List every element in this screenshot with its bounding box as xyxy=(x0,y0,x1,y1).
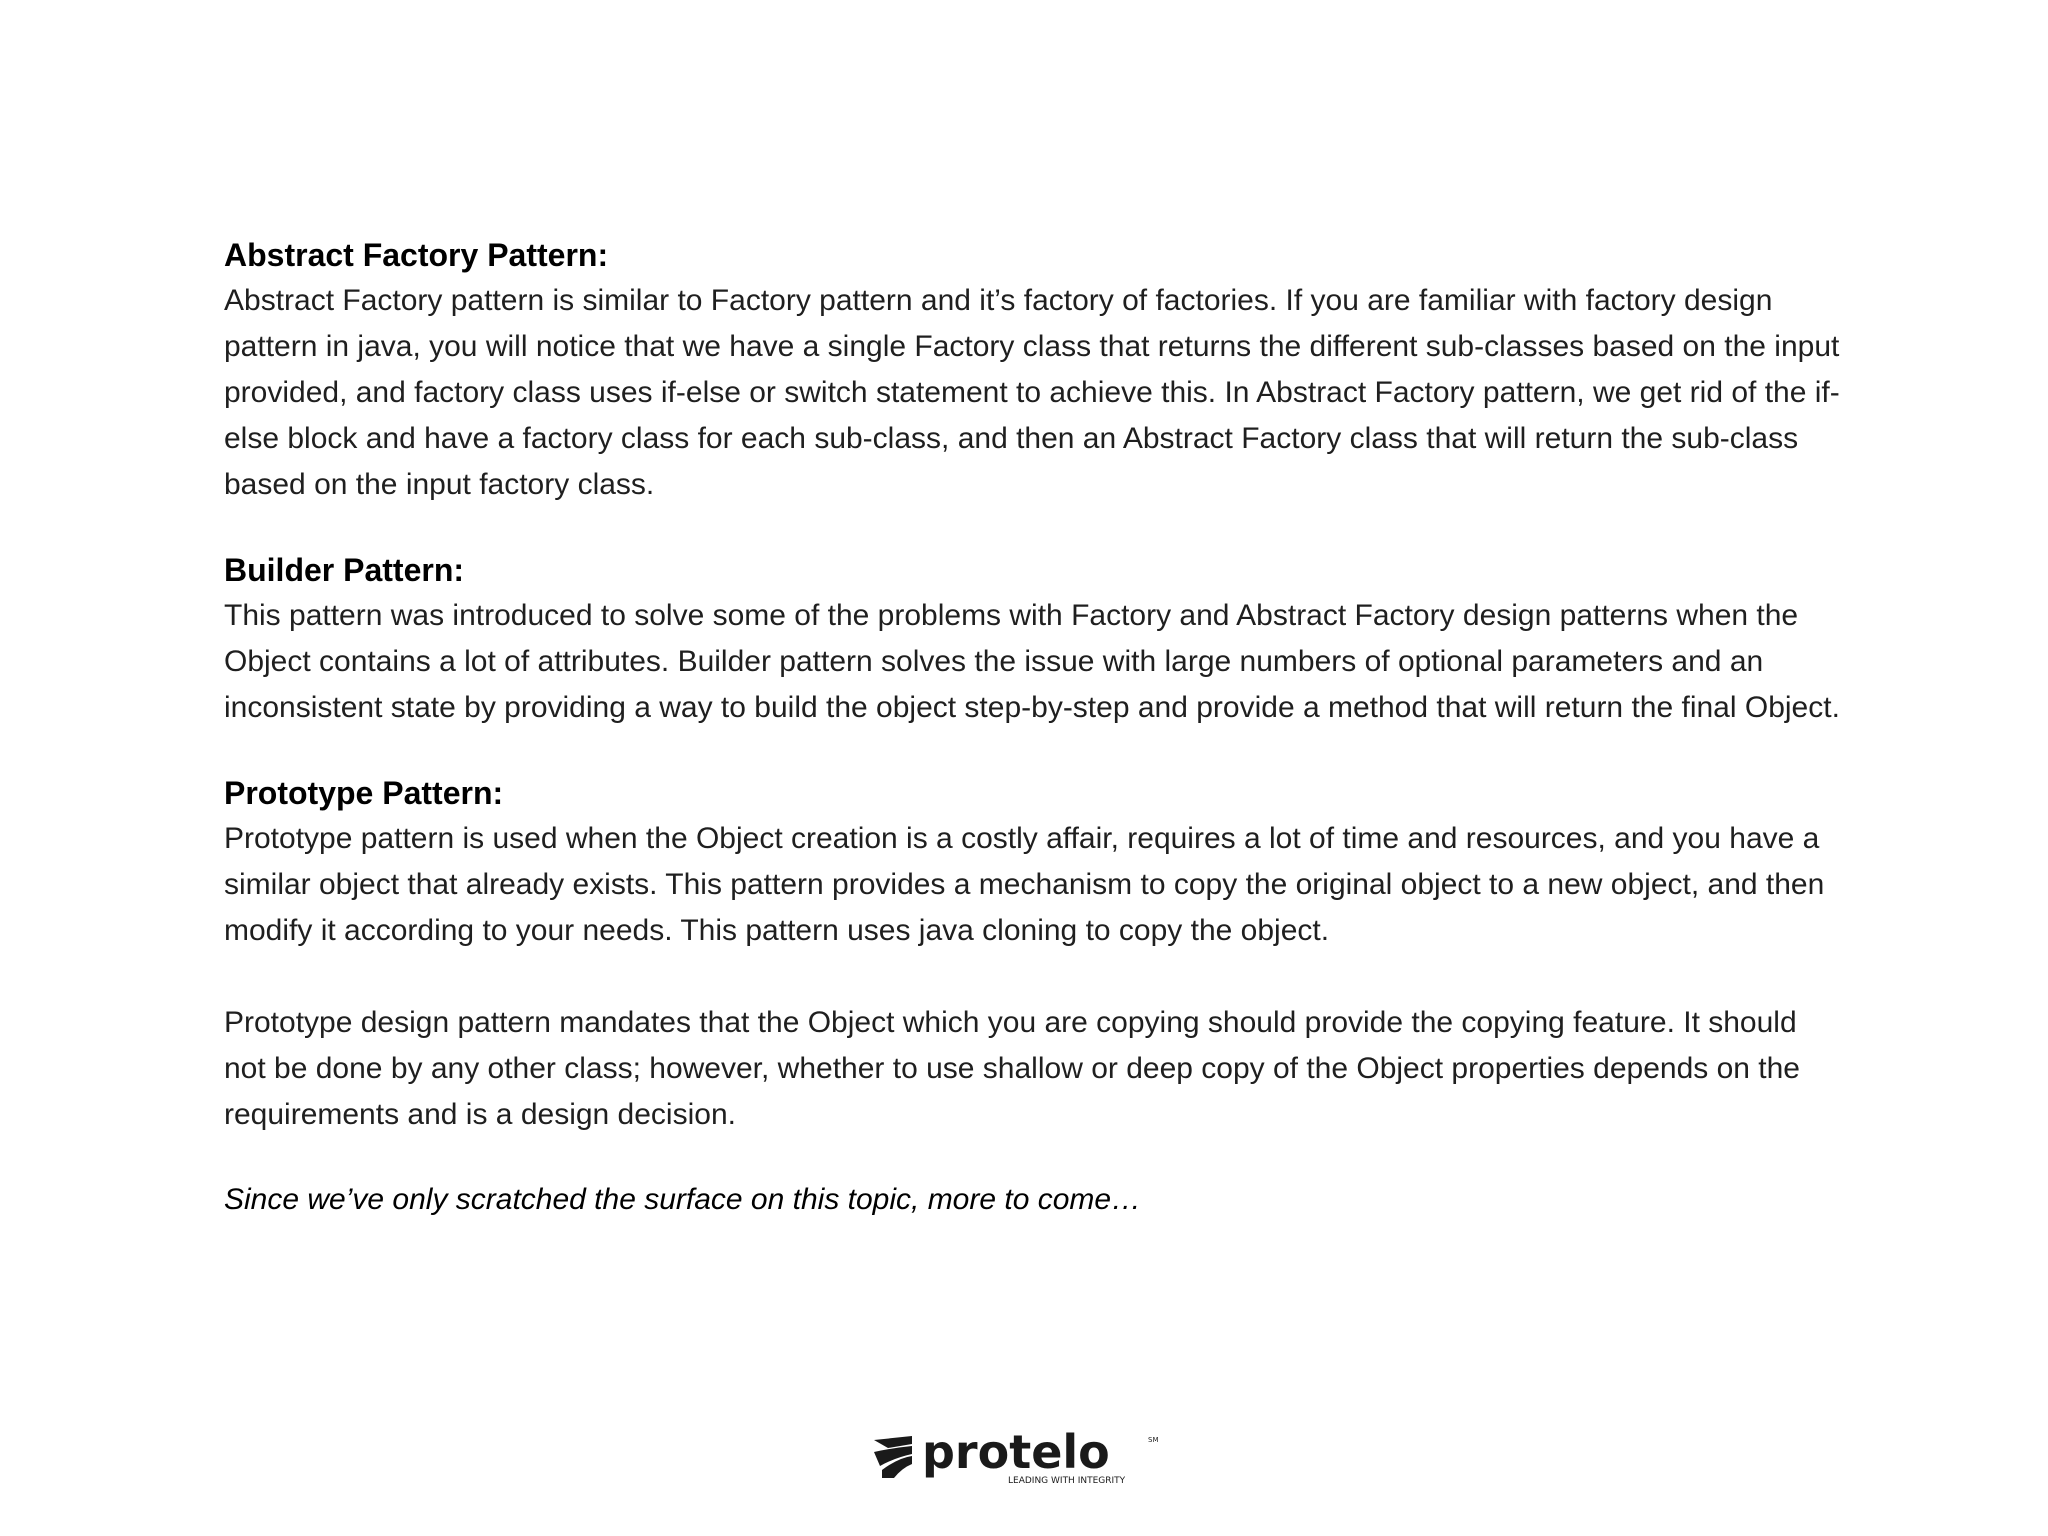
abstract-factory-section xyxy=(224,232,1844,508)
section-heading: Prototype Pattern: xyxy=(224,775,504,811)
builder-section xyxy=(224,547,1844,731)
protelo-logo xyxy=(872,1426,1172,1486)
logo-wordmark: protelo xyxy=(922,1426,1110,1479)
section-paragraph: This pattern was introduced to solve some of the problems with Factory and Abstract Factory design patterns when the Object contains a lot of attributes. Builder pattern solves the issue with large numbers of optional parameters and an inconsistent state by providing a way to build the object step-by-step and provide a method that will return the final Object. xyxy=(224,599,1840,724)
protelo-logo-graphic xyxy=(872,1426,1172,1486)
section-paragraph: Prototype pattern is used when the Object creation is a costly affair, requires a lot of time and resources, and you have a similar object that already exists. This pattern provides a mechanism to copy the original object to a new object, and then modify it according to your needs. This pattern uses java cloning to copy the object. xyxy=(224,822,1825,947)
logo-tagline: LEADING WITH INTEGRITY xyxy=(1008,1476,1126,1486)
closing-note: Since we’ve only scratched the surface on this topic, more to come… xyxy=(224,1183,1142,1216)
section-paragraph: Abstract Factory pattern is similar to Factory pattern and it’s factory of factories. If you are familiar with factory design pattern in java, you will notice that we have a single Factory class that returns the different sub-classes based on the input provided, and factory class uses if-else or switch statement to achieve this. In Abstract Factory pattern, we get rid of the if-else block and have a factory class for each sub-class, and then an Abstract Factory class that will return the sub-class based on the input factory class. xyxy=(224,284,1840,501)
document-body xyxy=(224,232,1844,1223)
logo-trademark: SM xyxy=(1148,1436,1159,1444)
prototype-section xyxy=(224,770,1844,1138)
section-heading: Abstract Factory Pattern: xyxy=(224,237,609,273)
section-paragraph: Prototype design pattern mandates that the Object which you are copying should provide the copying feature. It should not be done by any other class; however, whether to use shallow or deep copy of the Object properties depends on the requirements and is a design decision. xyxy=(224,1006,1800,1131)
logo-mark-icon xyxy=(874,1436,912,1478)
section-heading: Builder Pattern: xyxy=(224,552,465,588)
